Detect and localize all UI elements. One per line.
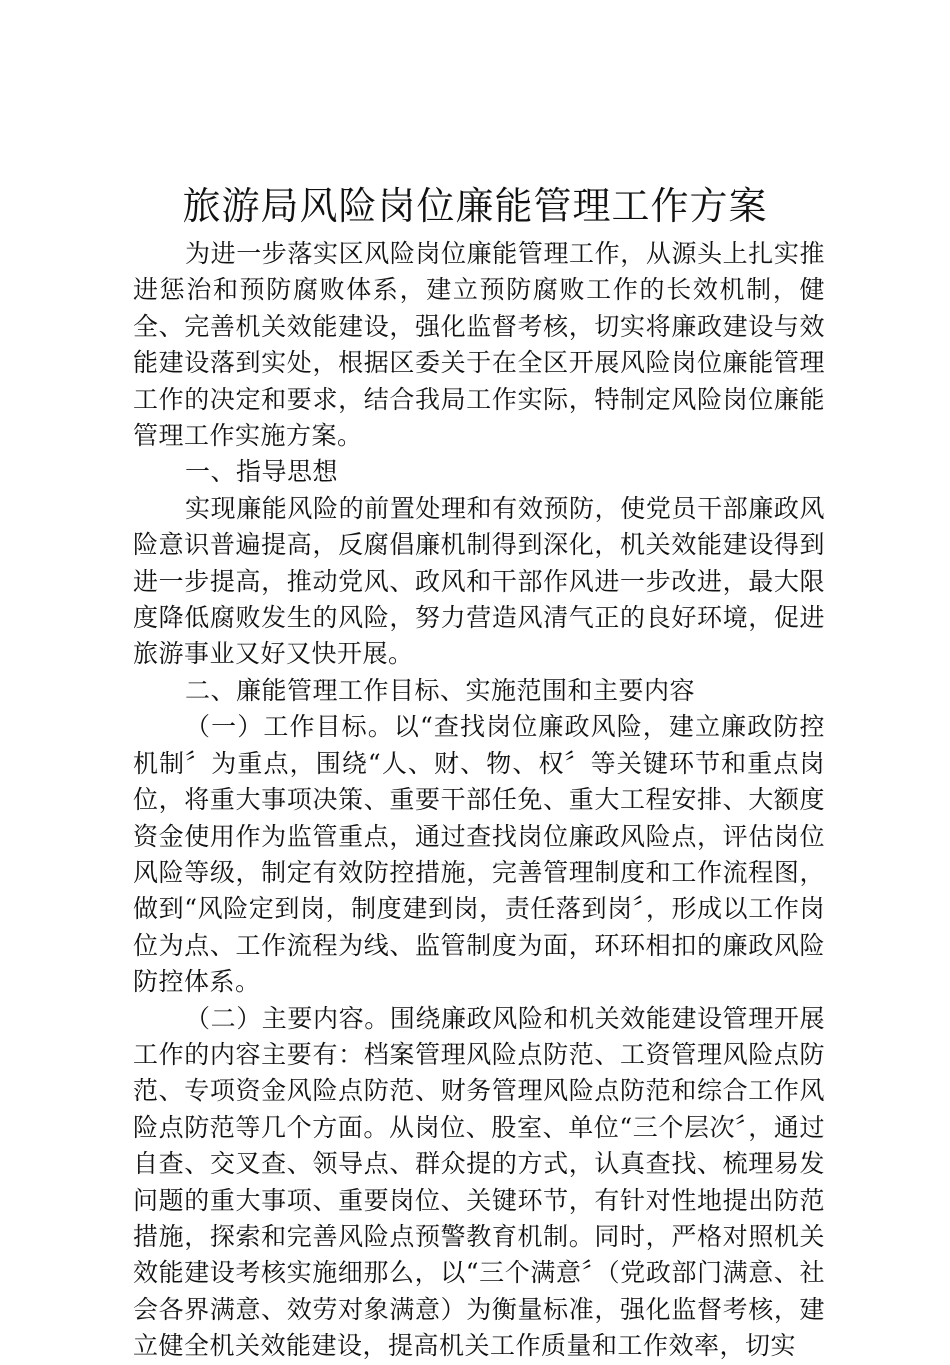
main-content-paragraph: （二）主要内容。围绕廉政风险和机关效能建设管理开展工作的内容主要有：档案管理风险点防范、工资管理风险点防范、专项资金风险点防范、财务管理风险点防范和综合工作风险点防范等几个方面。从岗位、股室、单位“三个层次〞，通过自查、交叉查、领导点、群众提的方式，认真查找、梳理易发问题的重大事项、重要岗位、关键环节，有针对性地提出防范措施，探索和完善风险点预警教育机制。同时，严格对照机关效能建设考核实施细那么，以“三个满意〞（党政部门满意、社会各界满意、效劳对象满意）为衡量标准，强化监督考核，建立健全机关效能建设，提高机关工作质量和工作效率，切实: [133, 1003, 825, 1361]
section-heading-guiding-thought: 一、指导思想: [185, 457, 339, 487]
section-heading-goals-scope: 二、廉能管理工作目标、实施范围和主要内容: [185, 675, 696, 705]
document-body: [133, 236, 825, 1365]
document-title: 旅游局风险岗位廉能管理工作方案: [182, 184, 768, 228]
work-goals-paragraph: （一）工作目标。以“查找岗位廉政风险，建立廉政防控机制〞为重点，围绕“人、财、物、权〞等关键环节和重点岗位，将重大事项决策、重要干部任免、重大工程安排、大额度资金使用作为监管重点，通过查找岗位廉政风险点，评估岗位风险等级，制定有效防控措施，完善管理制度和工作流程图，做到“风险定到岗，制度建到岗，责任落到岗〞，形成以工作岗位为点、工作流程为线、监管制度为面，环环相扣的廉政风险防控体系。: [133, 712, 825, 997]
intro-paragraph: 为进一步落实区风险岗位廉能管理工作，从源头上扎实推进惩治和预防腐败体系，建立预防腐败工作的长效机制，健全、完善机关效能建设，强化监督考核，切实将廉政建设与效能建设落到实处，根据区委关于在全区开展风险岗位廉能管理工作的决定和要求，结合我局工作实际，特制定风险岗位廉能管理工作实施方案。: [133, 239, 825, 451]
guiding-thought-paragraph: 实现廉能风险的前置处理和有效预防，使党员干部廉政风险意识普遍提高，反腐倡廉机制得到深化，机关效能建设得到进一步提高，推动党风、政风和干部作风进一步改进，最大限度降低腐败发生的风险，努力营造风清气正的良好环境，促进旅游事业又好又快开展。: [133, 493, 825, 669]
